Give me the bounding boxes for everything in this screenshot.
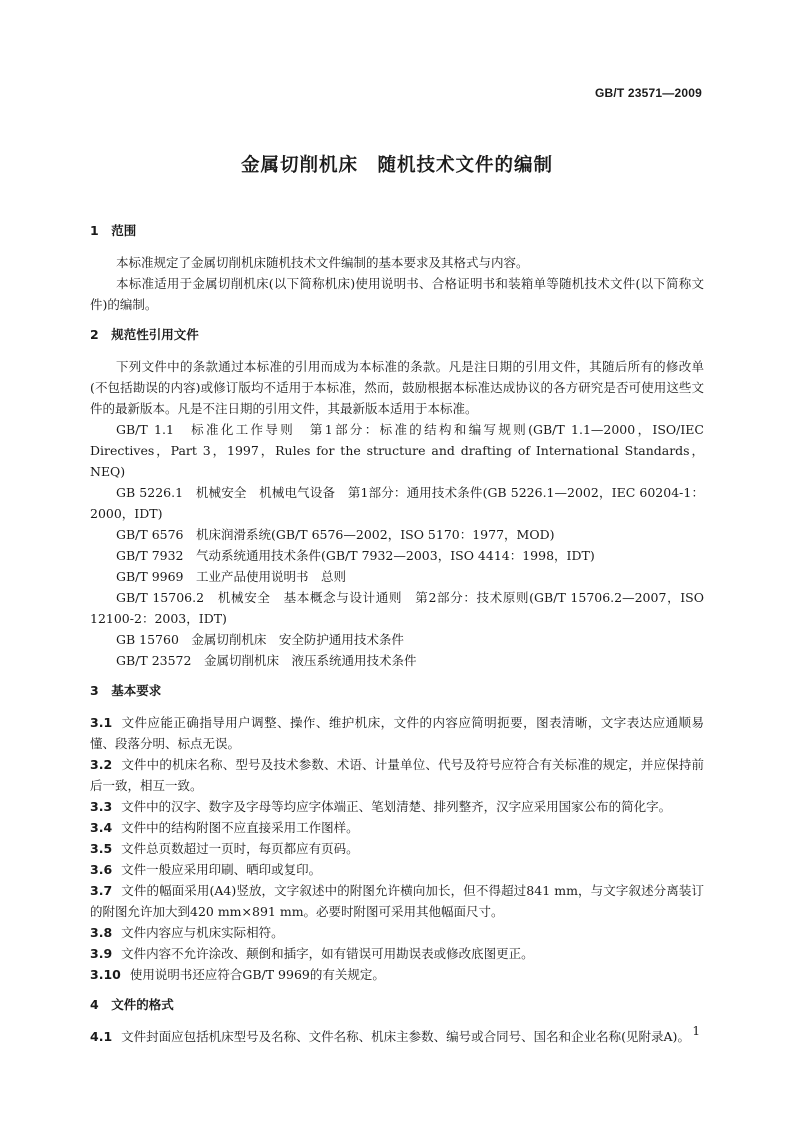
clause-text: 文件中的结构附图不应直接采用工作图样。: [121, 820, 359, 835]
clause-text: 文件总页数超过一页时，每页都应有页码。: [121, 841, 359, 856]
clause-item: [90, 964, 704, 985]
clause-text: 文件一般应采用印刷、晒印或复印。: [121, 862, 322, 877]
clause-number: 3.8: [90, 925, 113, 940]
paragraph: 本标准规定了金属切削机床随机技术文件编制的基本要求及其格式与内容。: [116, 255, 529, 270]
clause-item: [90, 712, 704, 754]
reference-item: GB/T 15706.2 机械安全 基本概念与设计通则 第2部分：技术原则(GB/T 15706.2—2007，ISO 12100-2：2003，IDT): [90, 590, 704, 626]
clause-text: 文件中的汉字、数字及字母等均应字体端正、笔划清楚、排列整齐，汉字应采用国家公布的简化字。: [121, 799, 672, 814]
clause-text: 文件应能正确指导用户调整、操作、维护机床，文件的内容应简明扼要，图表清晰，文字表达应通顺易懂、段落分明、标点无误。: [90, 715, 704, 751]
clause-item: [90, 796, 704, 817]
clause-number: 3.1: [90, 715, 113, 730]
clause-number: 3.3: [90, 799, 113, 814]
clause-number: 3.2: [90, 757, 113, 772]
clause-text: 文件中的机床名称、型号及技术参数、术语、计量单位、代号及符号应符合有关标准的规定，并应保持前后一致，相互一致。: [90, 757, 704, 793]
clause-item: [90, 754, 704, 796]
clause-item: [90, 838, 704, 859]
reference-item: GB/T 1.1 标准化工作导则 第1部分：标准的结构和编写规则(GB/T 1.1—2000，ISO/IEC Directives，Part 3，1997，Rules for the structure and drafting of International Standards，NEQ): [90, 422, 704, 479]
clause-item: [90, 817, 704, 838]
paragraph: 下列文件中的条款通过本标准的引用而成为本标准的条款。凡是注日期的引用文件，其随后所有的修改单(不包括勘误的内容)或修订版均不适用于本标准，然而，鼓励根据本标准达成协议的各方研究是否可使用这些文件的最新版本。凡是不注日期的引用文件，其最新版本适用于本标准。: [90, 359, 704, 416]
clause-item: [90, 1026, 704, 1047]
section-heading-scope: 1 范围: [90, 223, 137, 238]
reference-item: GB 15760 金属切削机床 安全防护通用技术条件: [116, 632, 404, 647]
reference-item: GB/T 9969 工业产品使用说明书 总则: [116, 569, 347, 584]
clause-text: 文件的幅面采用(A4)竖放，文字叙述中的附图允许横向加长，但不得超过841 mm，与文字叙述分离装订的附图允许加大到420 mm×891 mm。必要时附图可采用其他幅面尺寸。: [90, 883, 704, 919]
clause-number: 3.6: [90, 862, 113, 877]
reference-item: GB/T 7932 气动系统通用技术条件(GB/T 7932—2003，ISO 4414：1998，IDT): [116, 548, 595, 563]
page-title: 金属切削机床 随机技术文件的编制: [240, 155, 553, 176]
section-heading-normative-references: 2 规范性引用文件: [90, 327, 199, 342]
clause-number: 3.7: [90, 883, 113, 898]
paragraph: 本标准适用于金属切削机床(以下简称机床)使用说明书、合格证明书和装箱单等随机技术文件(以下简称文件)的编制。: [90, 276, 704, 312]
clause-number: 3.4: [90, 820, 113, 835]
clause-number: 3.9: [90, 946, 113, 961]
clause-text: 文件内容不允许涂改、颠倒和插字，如有错误可用勘误表或修改底图更正。: [121, 946, 534, 961]
document-body: [90, 220, 704, 1047]
clause-number: 3.10: [90, 967, 121, 982]
standard-code: GB/T 23571—2009: [594, 86, 702, 100]
clause-item: [90, 943, 704, 964]
reference-item: GB 5226.1 机械安全 机械电气设备 第1部分：通用技术条件(GB 5226.1—2002，IEC 60204-1：2000，IDT): [90, 485, 704, 521]
clause-item: [90, 880, 704, 922]
clause-item: [90, 922, 704, 943]
section-heading-basic-requirements: 3 基本要求: [90, 683, 162, 698]
clause-text: 文件封面应包括机床型号及名称、文件名称、机床主参数、编号或合同号、国名和企业名称(见附录A)。: [121, 1029, 690, 1044]
section-heading-document-format: 4 文件的格式: [90, 997, 174, 1012]
page-number: 1: [692, 1024, 700, 1038]
clause-number: 4.1: [90, 1029, 113, 1044]
reference-item: GB/T 23572 金属切削机床 液压系统通用技术条件: [116, 653, 417, 668]
reference-item: GB/T 6576 机床润滑系统(GB/T 6576—2002，ISO 5170：1977，MOD): [116, 527, 555, 542]
clause-text: 文件内容应与机床实际相符。: [121, 925, 284, 940]
clause-number: 3.5: [90, 841, 113, 856]
clause-text: 使用说明书还应符合GB/T 9969的有关规定。: [129, 967, 385, 982]
clause-item: [90, 859, 704, 880]
